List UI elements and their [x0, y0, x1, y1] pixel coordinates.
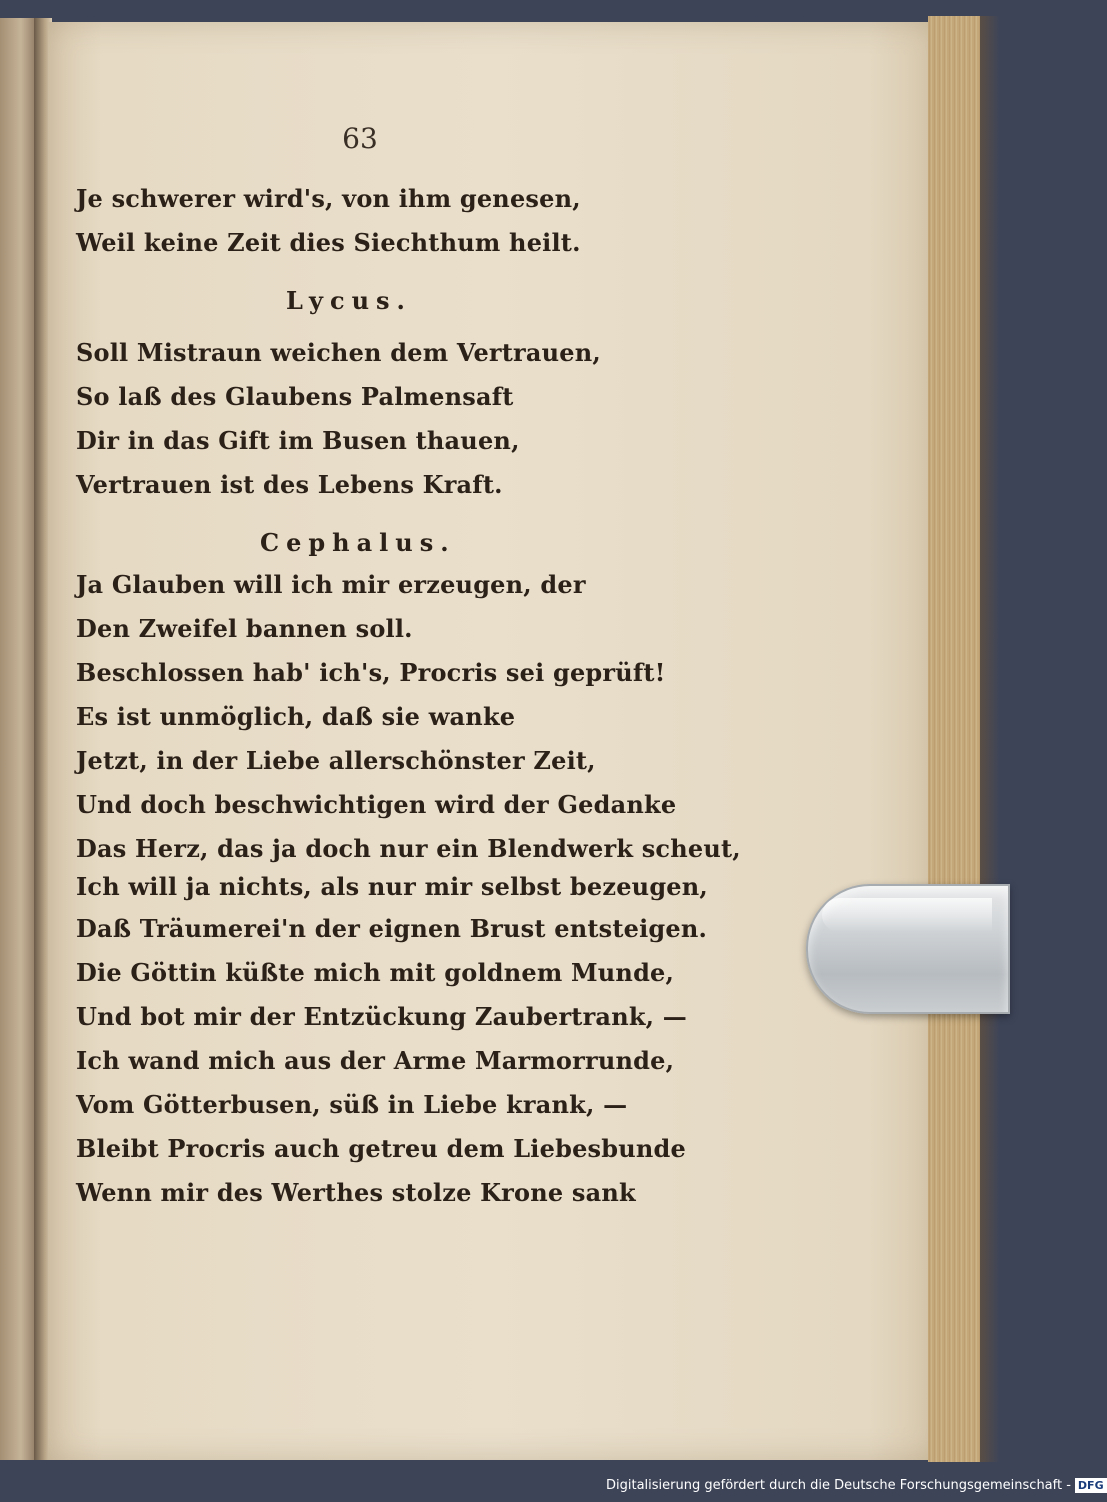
poem-line: Die Göttin küßte mich mit goldnem Munde, — [76, 958, 675, 987]
poem-line: Den Zweifel bannen soll. — [76, 614, 413, 643]
poem-line: Je schwerer wird's, von ihm genesen, — [76, 184, 581, 213]
poem-line: Vom Götterbusen, süß in Liebe krank, — — [76, 1090, 628, 1119]
poem-line: Vertrauen ist des Lebens Kraft. — [76, 470, 503, 499]
poem-line: Beschlossen hab' ich's, Procris sei geprüft! — [76, 658, 666, 687]
facing-page-edge — [0, 18, 38, 1460]
page-stack-edges — [928, 16, 984, 1462]
poem-line: Ja Glauben will ich mir erzeugen, der — [76, 570, 586, 599]
poem-line: Ich will ja nichts, als nur mir selbst bezeugen, — [76, 872, 708, 901]
speaker-cephalus: Cephalus. — [260, 528, 456, 557]
poem-line: Dir in das Gift im Busen thauen, — [76, 426, 520, 455]
poem-line: Und bot mir der Entzückung Zaubertrank, — — [76, 1002, 687, 1031]
clamp-highlight — [822, 898, 992, 932]
credit-text: Digitalisierung gefördert durch die Deutsche Forschungsgemeinschaft - — [606, 1478, 1071, 1493]
poem-line: Bleibt Procris auch getreu dem Liebesbunde — [76, 1134, 686, 1163]
poem-line: Wenn mir des Werthes stolze Krone sank — [76, 1178, 636, 1207]
poem-line: Weil keine Zeit dies Siechthum heilt. — [76, 228, 581, 257]
dfg-logo: DFG — [1075, 1478, 1107, 1493]
page-number: 63 — [342, 122, 378, 155]
poem-line: Das Herz, das ja doch nur ein Blendwerk scheut, — [76, 834, 741, 863]
speaker-lycus: Lycus. — [286, 286, 412, 315]
poem-line: Es ist unmöglich, daß sie wanke — [76, 702, 516, 731]
digitization-credit — [606, 1478, 1107, 1500]
poem-line: Ich wand mich aus der Arme Marmorrunde, — [76, 1046, 675, 1075]
poem-line: Jetzt, in der Liebe allerschönster Zeit, — [76, 746, 596, 775]
poem-line: Soll Mistraun weichen dem Vertrauen, — [76, 338, 601, 367]
page-edge-shadow — [980, 16, 1000, 1462]
poem-line: So laß des Glaubens Palmensaft — [76, 382, 514, 411]
poem-line: Und doch beschwichtigen wird der Gedanke — [76, 790, 677, 819]
poem-line: Daß Träumerei'n der eignen Brust entsteigen. — [76, 914, 708, 943]
